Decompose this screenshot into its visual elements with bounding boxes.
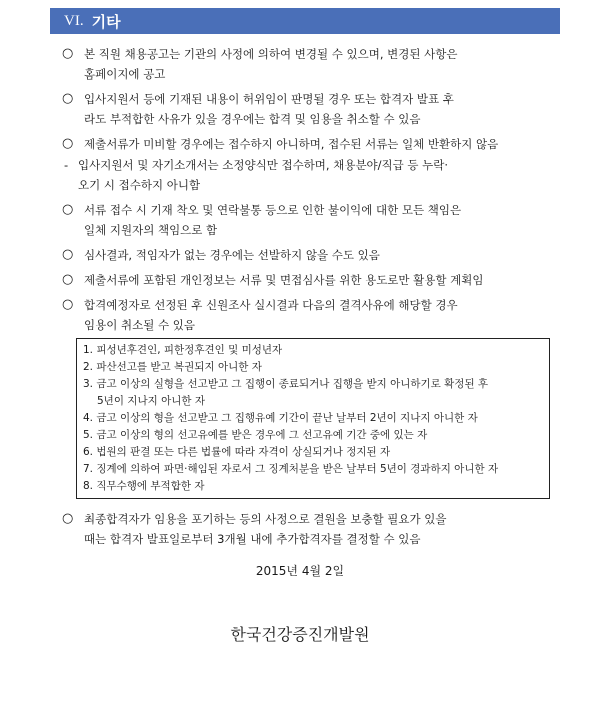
disqualification-item-continued: 5년이 지나지 아니한 자 (97, 395, 205, 407)
disqualification-item: 5. 금고 이상의 형의 선고유예를 받은 경우에 그 선고유예 기간 중에 있는 자 (83, 429, 428, 441)
sub-note: - 입사지원서 및 자기소개서는 소정양식만 접수하며, 채용분야/직급 등 누락· 오기 시 접수하지 아니함 (56, 155, 562, 195)
dash-mark: - (64, 158, 69, 172)
list-item: ○ 제출서류에 포함된 개인정보는 서류 및 면접심사를 위한 용도로만 활용할 계획임 (62, 270, 562, 290)
section-header (50, 8, 560, 34)
section-title: 기타 (91, 12, 121, 31)
list-item: ○ 입사지원서 등에 기재된 내용이 허위임이 판명될 경우 또는 합격자 발표 후 라도 부적합한 사유가 있을 경우에는 합격 및 임용을 취소할 수 있음 (62, 91, 454, 126)
disqualification-box (76, 338, 550, 499)
disqualification-item: 6. 법원의 판결 또는 다른 법률에 따라 자격이 상실되거나 정지된 자 (83, 446, 391, 458)
bullet-circle: ○ (62, 91, 74, 106)
section-number: VI. (64, 12, 84, 29)
bullet-circle: ○ (62, 297, 74, 312)
bullet-circle: ○ (62, 202, 74, 217)
disqualification-item: 4. 금고 이상의 형을 선고받고 그 집행유예 기간이 끝난 날부터 2년이 지나지 아니한 자 (83, 412, 478, 424)
list-item: ○ 최종합격자가 임용을 포기하는 등의 사정으로 결원을 보충할 필요가 있을 때는 합격자 발표일로부터 3개월 내에 추가합격자를 결정할 수 있음 (62, 511, 447, 546)
bullet-circle: ○ (62, 511, 74, 526)
disqualification-item: 3. 금고 이상의 실형을 선고받고 그 집행이 종료되거나 집행을 받지 아니하기로 확정된 후 (83, 378, 489, 390)
bullet-circle: ○ (62, 272, 74, 287)
disqualification-item: 8. 직무수행에 부적합한 자 (83, 480, 205, 492)
list-item: ○ 서류 접수 시 기재 착오 및 연락불통 등으로 인한 불이익에 대한 모든 책임은 일체 지원자의 책임으로 함 (62, 202, 462, 237)
list-item: ○ 심사결과, 적임자가 없는 경우에는 선발하지 않을 수도 있음 (62, 245, 562, 265)
organization-name: 한국건강증진개발원 (230, 625, 370, 644)
disqualification-item: 1. 피성년후견인, 피한정후견인 및 미성년자 (83, 344, 283, 356)
announcement-date: 2015년 4월 2일 (255, 564, 345, 578)
notice-list (62, 44, 562, 554)
bullet-circle: ○ (62, 46, 74, 61)
list-item: ○ 합격예정자로 선정된 후 신원조사 실시결과 다음의 결격사유에 해당할 경우 임용이 취소될 수 있음 (62, 297, 458, 332)
bullet-circle: ○ (62, 136, 74, 151)
bullet-circle: ○ (62, 247, 74, 262)
list-item: ○ 본 직원 채용공고는 기관의 사정에 의하여 변경될 수 있으며, 변경된 사항은 홈페이지에 공고 (62, 46, 458, 81)
disqualification-item: 2. 파산선고를 받고 복권되지 아니한 자 (83, 361, 262, 373)
list-item: ○ 제출서류가 미비할 경우에는 접수하지 아니하며, 접수된 서류는 일체 반환하지 않음 (62, 134, 562, 154)
disqualification-item: 7. 징계에 의하여 파면·해임된 자로서 그 징계처분을 받은 날부터 5년이 경과하지 아니한 자 (83, 463, 499, 475)
